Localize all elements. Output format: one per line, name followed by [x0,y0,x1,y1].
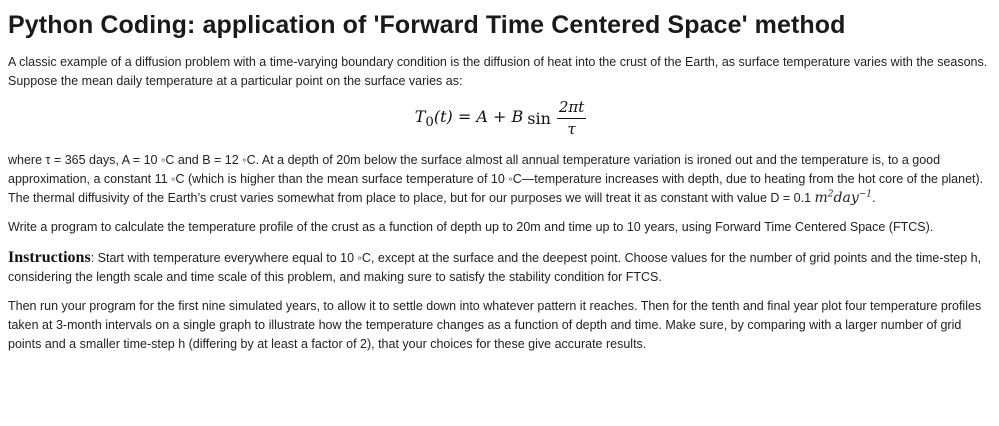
instructions-label: Instructions [8,249,91,266]
where-text: where τ = 365 days, A = 10 ◦C and B = 12 ◦C. At a depth of 20m below the surface almost all annual temperature variation is ironed out and the temperature is, to a good approximation, a constant 11 ◦C (which is higher than the mean surface temperature of 10 ◦C—temperature increases with depth, due to heating from the hot core of the planet). The thermal diffusivity of the Earth’s crust varies somewhat from place to place, but for our purposes we will treat it as constant with value D = 0.1 [8,153,984,205]
formula-sin: sin [527,109,551,128]
formula-lhs [415,107,524,130]
run-paragraph: Then run your program for the first nine simulated years, to allow it to settle down into whatever pattern it reaches. Then for the tenth and final year plot four temperature profiles taken at 3-month intervals on a single graph to illustrate how the temperature changes as a function of depth and time. Make sure, by comparing with a larger number of grid points and a smaller time-step h (differing by at least a factor of 2), that your choices for these give accurate results. [8,299,982,351]
formula-fraction [557,98,586,139]
temperature-formula [8,98,993,144]
instructions-paragraph [8,248,993,287]
formula-symbol: T [414,106,426,126]
diffusivity-units: $m^2day^{-1}$ [814,189,873,206]
instructions-text: : Start with temperature everywhere equal to 10 ◦C, except at the surface and the deepest point. Choose values for the number of grid points and the time-step h, considering the length scale and time scale of this problem, and making sure to satisfy the stability condition for FTCS. [8,251,982,284]
page-title: Python Coding: application of 'Forward Time Centered Space' method [8,11,846,39]
where-paragraph: where τ = 365 days, A = 10 ◦C and B = 12 ◦C. At a depth of 20m below the surface almost all annual temperature variation is ironed out and the temperature is, to a good approximation, a constant 11 ◦C (which is higher than the mean surface temperature of 10 ◦C—temperature increases with depth, due to heating from the hot core of the planet). The thermal diffusivity of the Earth’s crust varies somewhat from place to place, but for our purposes we will treat it as constant with value D = 0.1 $m^2day^{-1}$. [8,153,984,206]
formula-subscript: 0 [425,115,434,131]
formula-denominator: τ [567,120,576,138]
document-page [8,8,993,354]
write-paragraph: Write a program to calculate the temperature profile of the crust as a function of depth up to 20m and time up to 10 years, using Forward Time Centered Space (FTCS). [8,220,934,234]
formula-arg: (t) = A + B [433,106,524,126]
intro-paragraph: A classic example of a diffusion problem with a time-varying boundary condition is the diffusion of heat into the crust of the Earth, as surface temperature varies with the seasons. Suppose the mean daily temperature at a particular point on the surface varies as: [8,55,988,88]
formula-numerator: 2πt [557,98,586,119]
